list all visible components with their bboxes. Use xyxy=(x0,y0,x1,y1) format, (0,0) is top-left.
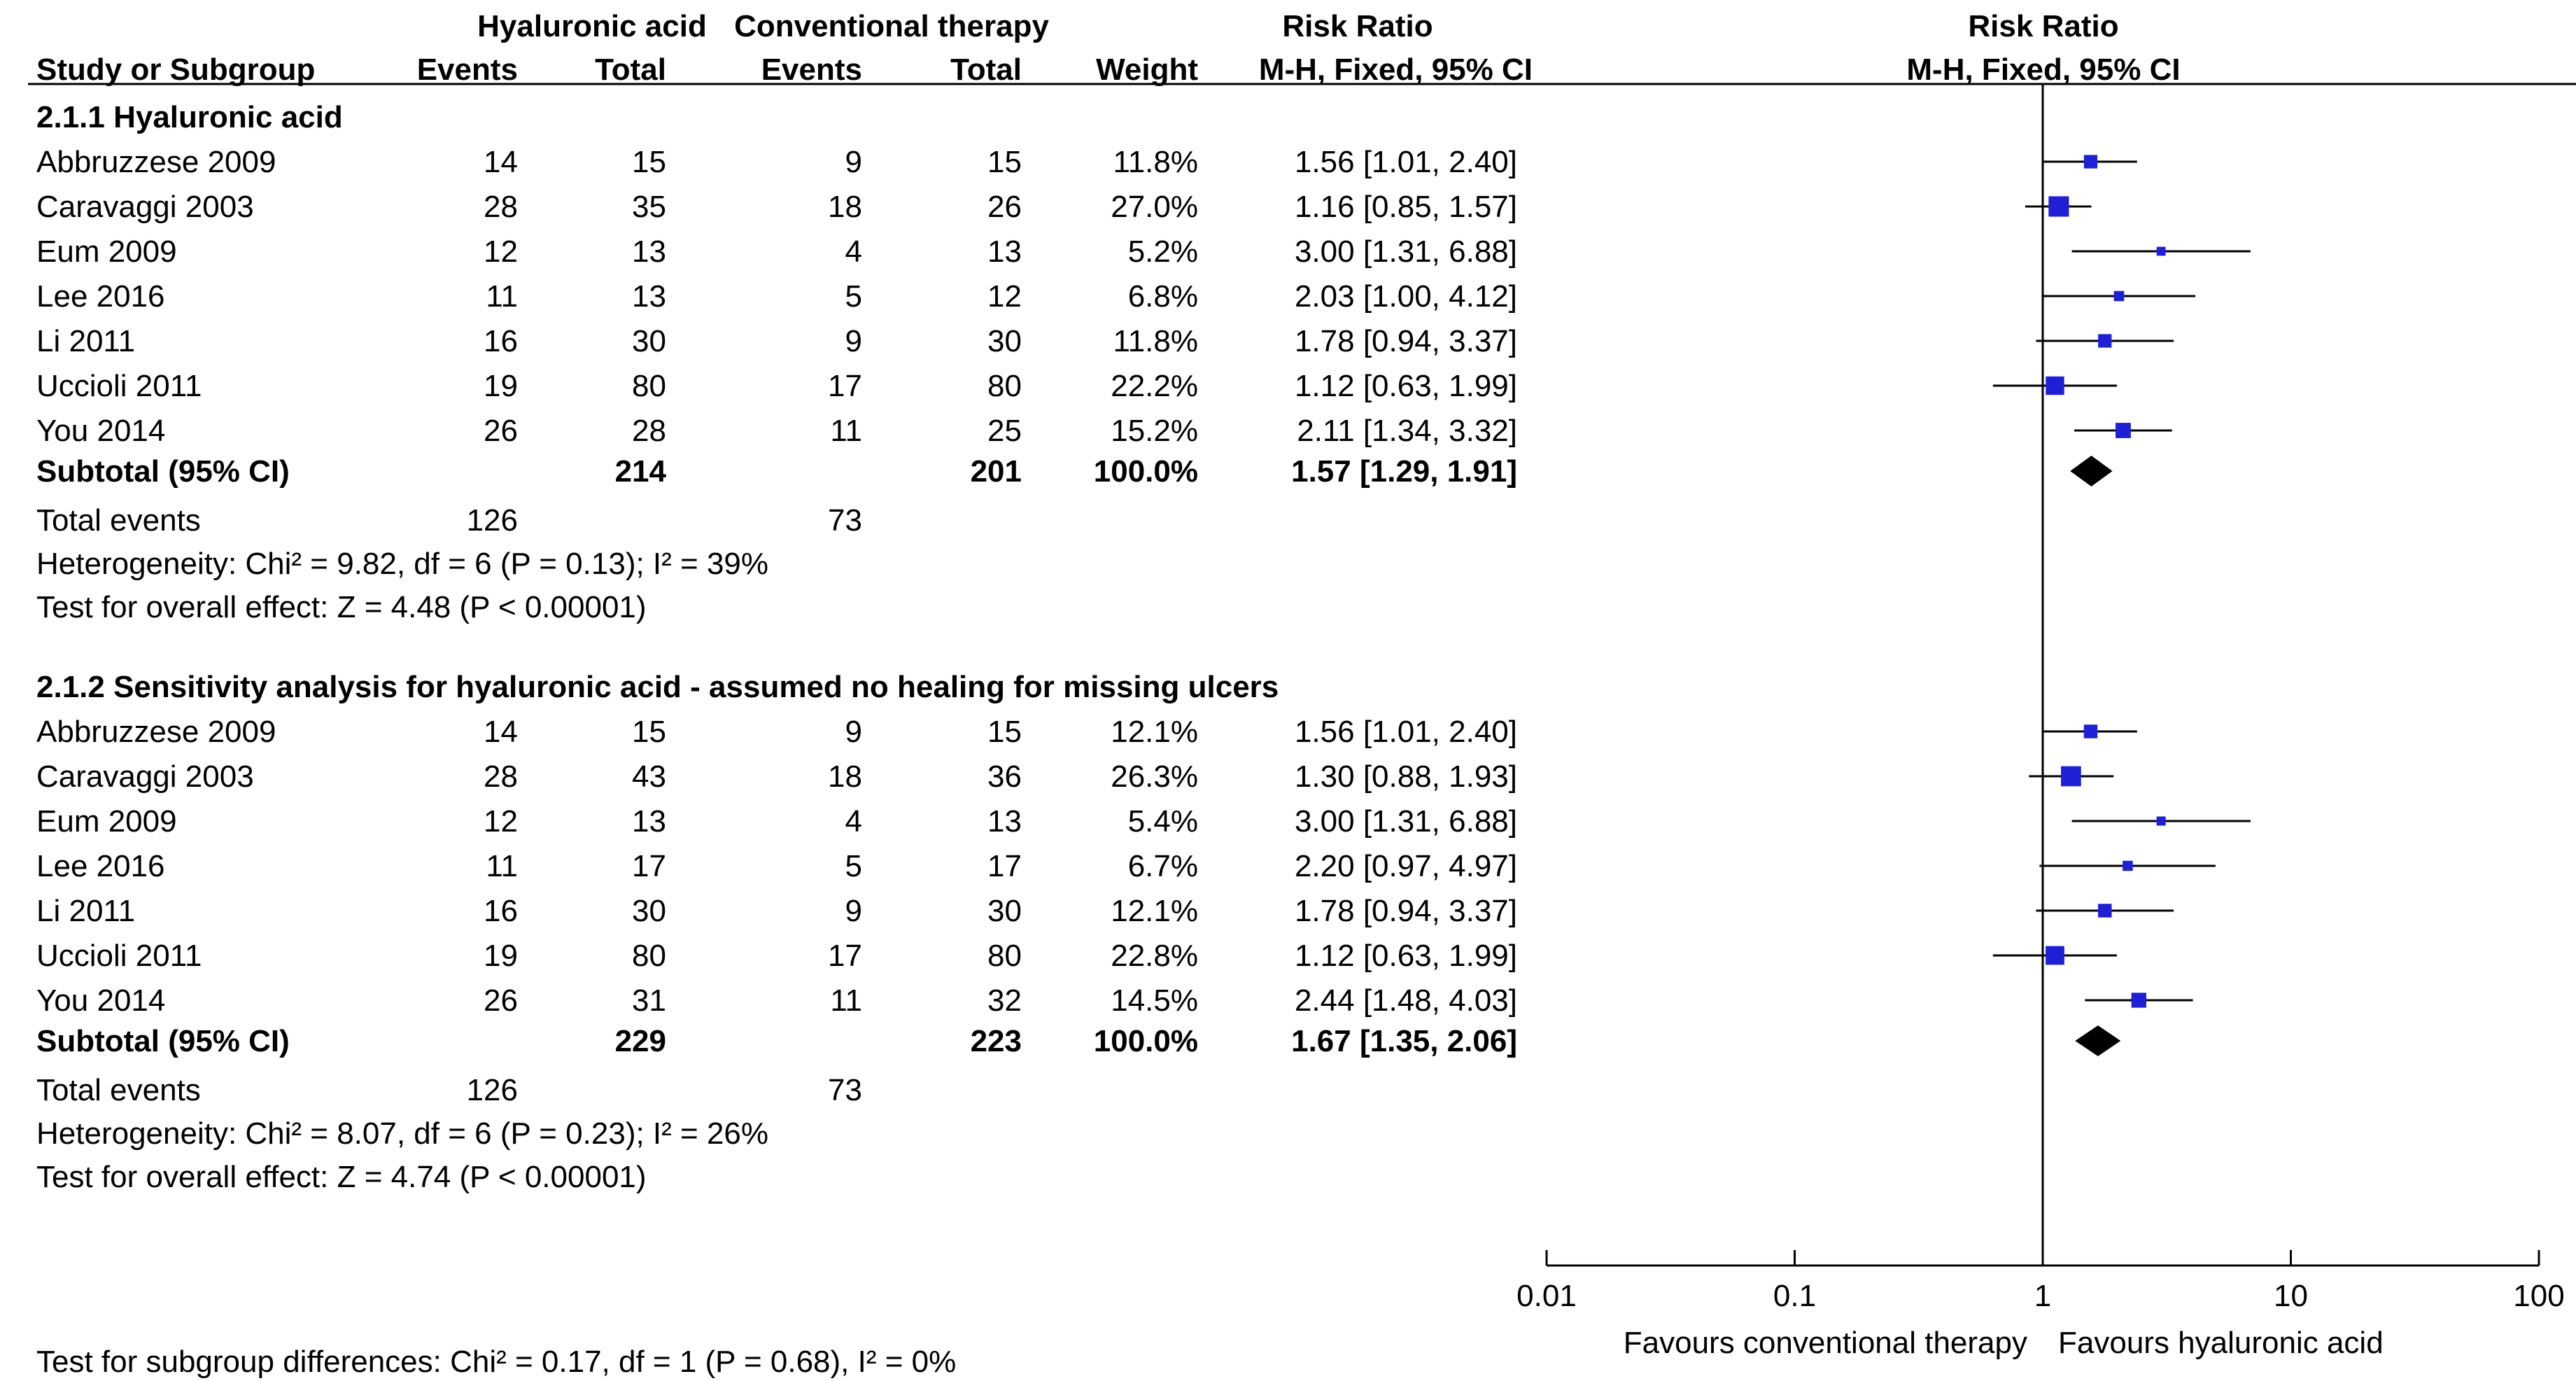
risk-ratio-ci: 1.78 [0.94, 3.37] xyxy=(1294,894,1517,928)
study-square xyxy=(2132,993,2146,1007)
column-header: Total xyxy=(950,52,1022,87)
subgroup-differences-test: Test for subgroup differences: Chi² = 0.17, df = 1 (P = 0.68), I² = 0% xyxy=(36,1345,957,1379)
favours-left-label: Favours conventional therapy xyxy=(1623,1326,2027,1360)
subtotal-diamond xyxy=(2070,456,2112,486)
heterogeneity: Heterogeneity: Chi² = 9.82, df = 6 (P = 0.13); I² = 39% xyxy=(36,547,769,581)
header-plot-title: Risk Ratio xyxy=(1968,9,2119,43)
x-tick-label: 10 xyxy=(2274,1279,2308,1313)
total-ct: 30 xyxy=(987,324,1022,358)
x-tick-label: 1 xyxy=(2034,1279,2052,1313)
events-ha: 19 xyxy=(484,369,518,403)
study-name: Caravaggi 2003 xyxy=(36,759,254,794)
risk-ratio-ci: 1.30 [0.88, 1.93] xyxy=(1294,759,1517,794)
total-ha: 43 xyxy=(632,759,666,794)
weight: 22.8% xyxy=(1111,939,1198,973)
subtotal-ci: 1.57 [1.29, 1.91] xyxy=(1291,454,1517,489)
header-plot-subtitle: M-H, Fixed, 95% CI xyxy=(1906,52,2181,87)
total-ct: 80 xyxy=(987,369,1022,403)
study-name: Abbruzzese 2009 xyxy=(36,145,276,179)
weight: 11.8% xyxy=(1113,145,1198,179)
header-group1: Hyaluronic acid xyxy=(477,9,707,43)
study-square xyxy=(2048,196,2069,216)
risk-ratio-ci: 1.56 [1.01, 2.40] xyxy=(1294,145,1517,179)
total-ha: 80 xyxy=(632,369,666,403)
total-ha: 13 xyxy=(632,804,666,839)
events-ct: 9 xyxy=(845,894,862,928)
events-ct: 4 xyxy=(845,804,862,839)
x-tick-label: 0.1 xyxy=(1773,1279,1817,1313)
study-square xyxy=(2046,377,2064,395)
column-header: Study or Subgroup xyxy=(36,52,316,87)
study-square xyxy=(2116,423,2131,438)
subtotal-weight: 100.0% xyxy=(1093,454,1198,489)
subgroup-title: 2.1.1 Hyaluronic acid xyxy=(36,100,343,134)
total-ha: 31 xyxy=(632,983,666,1018)
x-tick-label: 0.01 xyxy=(1516,1279,1577,1313)
study-name: Eum 2009 xyxy=(36,804,177,839)
total-ct: 17 xyxy=(987,849,1022,883)
column-header: Total xyxy=(595,52,666,87)
total-ct: 13 xyxy=(987,234,1022,269)
study-name: You 2014 xyxy=(36,983,166,1018)
total-events-ha: 126 xyxy=(466,1073,518,1107)
events-ha: 19 xyxy=(484,939,518,973)
total-ct: 80 xyxy=(987,939,1022,973)
subtotal-label: Subtotal (95% CI) xyxy=(36,1024,290,1058)
study-square xyxy=(2157,247,2166,256)
column-header: Events xyxy=(761,52,862,87)
study-name: Li 2011 xyxy=(36,894,136,928)
study-name: Eum 2009 xyxy=(36,234,177,269)
risk-ratio-ci: 2.03 [1.00, 4.12] xyxy=(1294,279,1517,314)
overall-effect: Test for overall effect: Z = 4.74 (P < 0.00001) xyxy=(36,1160,647,1194)
risk-ratio-ci: 2.11 [1.34, 3.32] xyxy=(1297,414,1517,448)
total-ha: 15 xyxy=(632,145,666,179)
events-ct: 5 xyxy=(845,279,862,314)
total-ct: 30 xyxy=(987,894,1022,928)
total-ha: 80 xyxy=(632,939,666,973)
subtotal-total-ha: 229 xyxy=(614,1024,666,1058)
total-ct: 36 xyxy=(987,759,1022,794)
total-ha: 30 xyxy=(632,894,666,928)
weight: 5.2% xyxy=(1127,234,1198,269)
study-square xyxy=(2098,904,2111,917)
study-name: Lee 2016 xyxy=(36,279,165,314)
subtotal-weight: 100.0% xyxy=(1093,1024,1198,1058)
favours-right-label: Favours hyaluronic acid xyxy=(2058,1326,2384,1360)
risk-ratio-ci: 1.12 [0.63, 1.99] xyxy=(1294,369,1517,403)
weight: 11.8% xyxy=(1113,324,1198,358)
study-square xyxy=(2061,766,2081,787)
weight: 22.2% xyxy=(1111,369,1198,403)
total-ct: 32 xyxy=(987,983,1022,1018)
events-ct: 17 xyxy=(828,939,862,973)
study-name: Uccioli 2011 xyxy=(36,939,202,973)
header-group2: Conventional therapy xyxy=(734,9,1049,43)
events-ct: 9 xyxy=(845,145,862,179)
events-ha: 11 xyxy=(486,849,518,883)
study-square xyxy=(2123,861,2132,871)
events-ha: 14 xyxy=(484,145,518,179)
events-ha: 12 xyxy=(484,804,518,839)
events-ha: 16 xyxy=(484,894,518,928)
subtotal-diamond xyxy=(2075,1025,2120,1056)
study-name: Caravaggi 2003 xyxy=(36,190,254,224)
total-events-label: Total events xyxy=(36,503,201,538)
column-header: Weight xyxy=(1096,52,1198,87)
weight: 15.2% xyxy=(1111,414,1198,448)
study-name: Uccioli 2011 xyxy=(36,369,202,403)
total-ha: 13 xyxy=(632,234,666,269)
total-ct: 15 xyxy=(987,145,1022,179)
risk-ratio-ci: 3.00 [1.31, 6.88] xyxy=(1294,804,1517,839)
risk-ratio-ci: 1.78 [0.94, 3.37] xyxy=(1294,324,1517,358)
total-events-ct: 73 xyxy=(828,503,862,538)
events-ha: 26 xyxy=(484,414,518,448)
risk-ratio-ci: 1.56 [1.01, 2.40] xyxy=(1294,715,1517,749)
study-square xyxy=(2046,946,2064,965)
total-ct: 26 xyxy=(987,190,1022,224)
study-square xyxy=(2084,155,2097,168)
subtotal-label: Subtotal (95% CI) xyxy=(36,454,290,489)
total-ct: 12 xyxy=(987,279,1022,314)
total-ha: 17 xyxy=(632,849,666,883)
study-name: Lee 2016 xyxy=(36,849,165,883)
subtotal-total-ct: 223 xyxy=(970,1024,1022,1058)
weight: 5.4% xyxy=(1127,804,1198,839)
study-square xyxy=(2098,334,2111,347)
total-ha: 35 xyxy=(632,190,666,224)
weight: 12.1% xyxy=(1111,715,1198,749)
heterogeneity: Heterogeneity: Chi² = 8.07, df = 6 (P = 0.23); I² = 26% xyxy=(36,1116,769,1151)
subtotal-total-ha: 214 xyxy=(614,454,666,489)
events-ha: 28 xyxy=(484,759,518,794)
weight: 26.3% xyxy=(1111,759,1198,794)
column-header: M-H, Fixed, 95% CI xyxy=(1258,52,1533,87)
risk-ratio-ci: 2.20 [0.97, 4.97] xyxy=(1294,849,1517,883)
weight: 6.7% xyxy=(1127,849,1198,883)
events-ct: 9 xyxy=(845,715,862,749)
study-square xyxy=(2084,724,2097,738)
risk-ratio-ci: 2.44 [1.48, 4.03] xyxy=(1294,983,1517,1018)
weight: 6.8% xyxy=(1127,279,1198,314)
events-ha: 26 xyxy=(484,983,518,1018)
risk-ratio-ci: 1.16 [0.85, 1.57] xyxy=(1294,190,1517,224)
total-ha: 13 xyxy=(632,279,666,314)
total-events-ct: 73 xyxy=(828,1073,862,1107)
total-events-ha: 126 xyxy=(466,503,518,538)
risk-ratio-ci: 3.00 [1.31, 6.88] xyxy=(1294,234,1517,269)
subtotal-ci: 1.67 [1.35, 2.06] xyxy=(1291,1024,1517,1058)
x-tick-label: 100 xyxy=(2513,1279,2565,1313)
events-ct: 4 xyxy=(845,234,862,269)
events-ha: 12 xyxy=(484,234,518,269)
total-ha: 28 xyxy=(632,414,666,448)
events-ct: 18 xyxy=(828,759,862,794)
events-ct: 18 xyxy=(828,190,862,224)
events-ha: 14 xyxy=(484,715,518,749)
total-ct: 13 xyxy=(987,804,1022,839)
subtotal-total-ct: 201 xyxy=(970,454,1022,489)
total-events-label: Total events xyxy=(36,1073,201,1107)
header-effect: Risk Ratio xyxy=(1282,9,1433,43)
weight: 12.1% xyxy=(1111,894,1198,928)
events-ct: 11 xyxy=(830,983,862,1018)
weight: 27.0% xyxy=(1111,190,1198,224)
study-square xyxy=(2114,291,2125,302)
weight: 14.5% xyxy=(1111,983,1198,1018)
total-ha: 30 xyxy=(632,324,666,358)
overall-effect: Test for overall effect: Z = 4.48 (P < 0.00001) xyxy=(36,590,647,624)
study-name: Li 2011 xyxy=(36,324,136,358)
study-name: Abbruzzese 2009 xyxy=(36,715,276,749)
total-ha: 15 xyxy=(632,715,666,749)
events-ct: 11 xyxy=(830,414,862,448)
events-ct: 17 xyxy=(828,369,862,403)
events-ha: 28 xyxy=(484,190,518,224)
subgroup-title: 2.1.2 Sensitivity analysis for hyaluronic acid - assumed no healing for missing ulcers xyxy=(36,670,1279,704)
total-ct: 25 xyxy=(987,414,1022,448)
risk-ratio-ci: 1.12 [0.63, 1.99] xyxy=(1294,939,1517,973)
events-ha: 16 xyxy=(484,324,518,358)
column-header: Events xyxy=(416,52,518,87)
events-ha: 11 xyxy=(486,279,518,314)
total-ct: 15 xyxy=(987,715,1022,749)
study-square xyxy=(2157,816,2166,825)
events-ct: 5 xyxy=(845,849,862,883)
events-ct: 9 xyxy=(845,324,862,358)
study-name: You 2014 xyxy=(36,414,166,448)
